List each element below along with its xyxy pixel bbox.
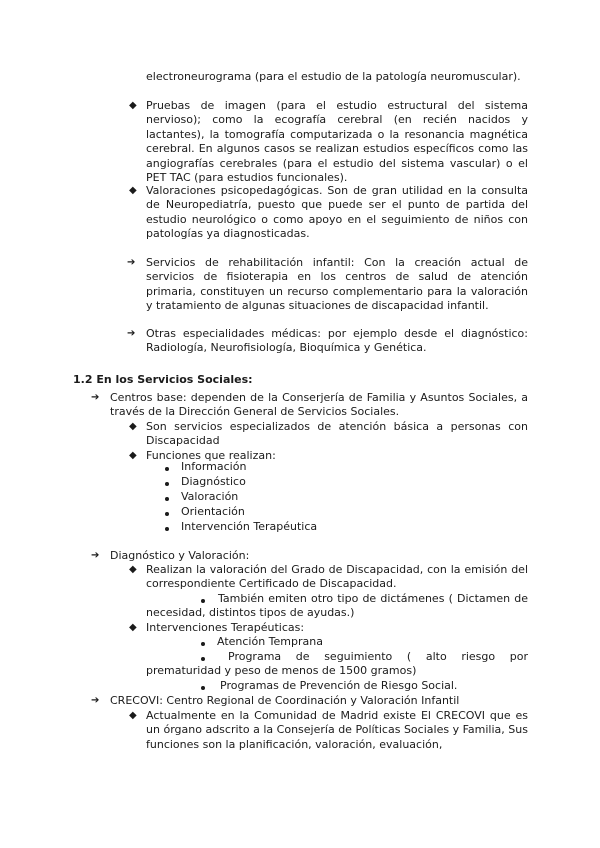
paragraph-pruebas-imagen: Pruebas de imagen (para el estudio estructural del sistema nervioso); como la ecografía cerebral (en recién nacidos y lactantes), la tomografía computarizada o la resonancia magnética cerebral. En algunos casos se realizan estudios específicos como las angiografías cerebrales (para el estudio del sistema vascular) o el PET TAC (para estudios funcionales). [146, 99, 528, 185]
list-item-funcion: Intervención Terapéutica [181, 520, 318, 533]
paragraph-crecovi: CRECOVI: Centro Regional de Coordinación y Valoración Infantil [110, 694, 460, 707]
diamond-bullet-icon: ◆ [129, 100, 137, 111]
arrow-bullet-icon: ➔ [91, 550, 100, 561]
paragraph-centros-base: Centros base: dependen de la Conserjería de Familia y Asuntos Sociales, a través de la Dirección General de Servicios Sociales. [110, 391, 528, 419]
list-item-prevencion: Programas de Prevención de Riesgo Social. [220, 679, 458, 692]
round-bullet-icon [165, 467, 169, 471]
diamond-bullet-icon: ◆ [129, 622, 137, 633]
diamond-bullet-icon: ◆ [129, 185, 137, 196]
round-bullet-icon [201, 686, 205, 690]
list-item-atencion-temprana: Atención Temprana [217, 635, 323, 648]
diamond-bullet-icon: ◆ [129, 564, 137, 575]
section-heading: 1.2 En los Servicios Sociales: [73, 373, 253, 386]
list-item-funcion: Información [181, 460, 247, 473]
round-bullet-icon [201, 642, 205, 646]
paragraph-crecovi-descripcion: Actualmente en la Comunidad de Madrid existe El CRECOVI que es un órgano adscrito a la Consejería de Políticas Sociales y Familia, Sus funciones son la planificación, valoración, evaluación, [146, 709, 528, 751]
paragraph-funciones: Funciones que realizan: [146, 449, 276, 462]
paragraph-rehabilitacion: Servicios de rehabilitación infantil: Con la creación actual de servicios de fisioterapia en los centros de salud de atención primaria, constituyen un recurso complementario para la valoración y tratamiento de algunas situaciones de discapacidad infantil. [146, 256, 528, 313]
list-item-funcion: Orientación [181, 505, 245, 518]
paragraph-electroneurograma: electroneurograma (para el estudio de la patología neuromuscular). [146, 70, 521, 83]
round-bullet-icon [165, 527, 169, 531]
paragraph-servicios-especializados: Son servicios especializados de atención básica a personas con Discapacidad [146, 420, 528, 448]
diamond-bullet-icon: ◆ [129, 710, 137, 721]
paragraph-dictamenes: También emiten otro tipo de dictámenes ( Dictamen de necesidad, distintos tipos de ayudas.) [146, 592, 528, 620]
arrow-bullet-icon: ➔ [127, 328, 136, 339]
arrow-bullet-icon: ➔ [127, 257, 136, 268]
diamond-bullet-icon: ◆ [129, 450, 137, 461]
paragraph-diagnostico-valoracion: Diagnóstico y Valoración: [110, 549, 250, 562]
diamond-bullet-icon: ◆ [129, 421, 137, 432]
arrow-bullet-icon: ➔ [91, 695, 100, 706]
round-bullet-icon [165, 512, 169, 516]
list-item-funcion: Valoración [181, 490, 239, 503]
list-item-funcion: Diagnóstico [181, 475, 246, 488]
round-bullet-icon [165, 497, 169, 501]
paragraph-otras-especialidades: Otras especialidades médicas: por ejemplo desde el diagnóstico: Radiología, Neurofisiología, Bioquímica y Genética. [146, 327, 528, 355]
paragraph-valoraciones: Valoraciones psicopedagógicas. Son de gran utilidad en la consulta de Neuropediatría, puesto que puede ser el punto de partida del estudio neurológico o como apoyo en el seguimiento de niños con patologías ya diagnosticadas. [146, 184, 528, 241]
paragraph-intervenciones: Intervenciones Terapéuticas: [146, 621, 305, 634]
list-item-programa-seguimiento: Programa de seguimiento ( alto riesgo por prematuridad y peso de menos de 1500 gramos) [146, 650, 528, 678]
paragraph-valoracion-grado: Realizan la valoración del Grado de Discapacidad, con la emisión del correspondiente Certificado de Discapacidad. [146, 563, 528, 591]
arrow-bullet-icon: ➔ [91, 392, 100, 403]
round-bullet-icon [165, 482, 169, 486]
